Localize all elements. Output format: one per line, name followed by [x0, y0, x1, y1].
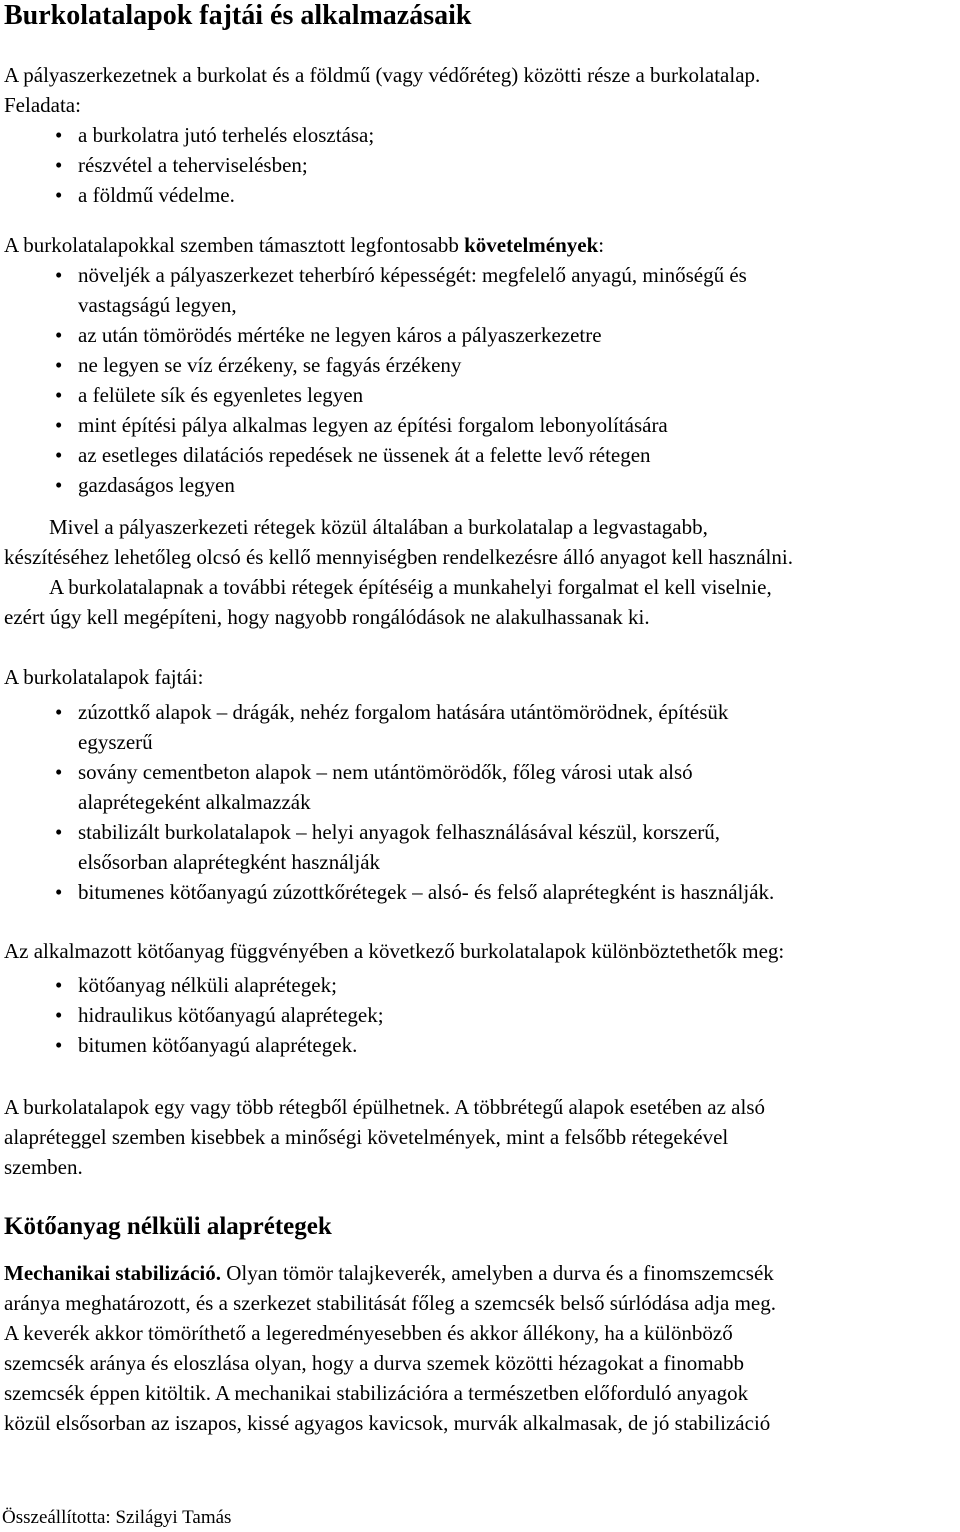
list-item: • a felülete sík és egyenletes legyen [4, 380, 747, 410]
types-block [4, 662, 774, 907]
layers-paragraph [4, 1092, 765, 1182]
list-item: • ne legyen se víz érzékeny, se fagyás érzékeny [4, 350, 747, 380]
paragraph-line: Mechanikai stabilizáció. Olyan tömör talajkeverék, amelyben a durva és a finomszemcsék [4, 1261, 774, 1285]
bullet-icon: • [55, 443, 63, 467]
bullet-icon: • [55, 1003, 63, 1027]
types-heading: A burkolatalapok fajtái: [4, 665, 204, 689]
binders-list [4, 970, 784, 1060]
requirements-block [4, 230, 747, 500]
intro-line-1: A pályaszerkezetnek a burkolat és a földmű (vagy védőréteg) közötti része a burkolatalap. [4, 63, 761, 87]
paragraph-line: A burkolatalapok egy vagy több rétegből épülhetnek. A többrétegű alapok esetében az alsó [4, 1095, 766, 1119]
footer-author: Összeállította: Szilágyi Tamás [2, 1507, 232, 1528]
list-item: • a földmű védelme. [4, 180, 760, 210]
requirements-lead: A burkolatalapokkal szemben támasztott legfontosabb követelmények: [4, 233, 605, 257]
paragraph-line: közül elsősorban az iszapos, kissé agyagos kavicsok, murvák alkalmasak, de jó stabilizáció [4, 1411, 771, 1435]
bullet-icon: • [55, 183, 63, 207]
bullet-icon: • [55, 263, 63, 287]
list-item: • bitumenes kötőanyagú zúzottkőrétegek – alsó- és felső alaprétegként is használják. [4, 877, 774, 907]
bullet-icon: • [55, 383, 63, 407]
list-item: • zúzottkő alapok – drágák, nehéz forgalom hatására utántömörödnek, építésük egyszerű [4, 697, 774, 757]
binders-block [4, 936, 784, 1060]
bullet-icon: • [55, 353, 63, 377]
list-item: • stabilizált burkolatalapok – helyi anyagok felhasználásával készül, korszerű, elsősorban alaprétegként használják [4, 817, 774, 877]
paragraph-line: A burkolatalapnak a további rétegek építéséig a munkahelyi forgalmat el kell viselnie, [49, 575, 772, 599]
bullet-icon: • [55, 473, 63, 497]
paragraph-line: szemcsék aránya és eloszlása olyan, hogy a durva szemek közötti hézagokat a finomabb [4, 1351, 744, 1375]
list-item: • részvétel a teherviselésben; [4, 150, 760, 180]
list-item: • növeljék a pályaszerkezet teherbíró képességét: megfelelő anyagú, minőségű és vastagságú legyen, [4, 260, 747, 320]
paragraph-line: ezért úgy kell megépíteni, hogy nagyobb rongálódások ne alakulhassanak ki. [4, 605, 650, 629]
bullet-icon: • [55, 413, 63, 437]
list-item: • bitumen kötőanyagú alaprétegek. [4, 1030, 784, 1060]
list-item: • az esetleges dilatációs repedések ne üssenek át a felette levő rétegen [4, 440, 747, 470]
paragraph-thickness [4, 512, 793, 632]
list-item: • mint építési pálya alkalmas legyen az építési forgalom lebonyolítására [4, 410, 747, 440]
list-item: • gazdaságos legyen [4, 470, 747, 500]
bullet-icon: • [55, 973, 63, 997]
requirements-list [4, 260, 747, 500]
list-item: • sovány cementbeton alapok – nem utántömörödők, főleg városi utak alsó alaprétegeként alkalmazzák [4, 757, 774, 817]
binders-heading: Az alkalmazott kötőanyag függvényében a következő burkolatalapok különböztethetők meg: [4, 939, 785, 963]
paragraph-line: szemben. [4, 1155, 83, 1179]
paragraph-line: készítéséhez lehetőleg olcsó és kellő mennyiségben rendelkezésre álló anyagot kell használni. [4, 545, 793, 569]
types-list [4, 697, 774, 907]
list-item: • a burkolatra jutó terhelés elosztása; [4, 120, 760, 150]
bullet-icon: • [55, 1033, 63, 1057]
bullet-icon: • [55, 700, 63, 724]
bullet-icon: • [55, 820, 63, 844]
paragraph-line: A keverék akkor tömöríthető a legeredményesebben és akkor állékony, ha a különböző [4, 1321, 733, 1345]
list-item: • kötőanyag nélküli alaprétegek; [4, 970, 784, 1000]
paragraph-line: szemcsék éppen kitöltik. A mechanikai stabilizációra a természetben előforduló anyagok [4, 1381, 749, 1405]
tasks-list [4, 120, 760, 210]
intro-block [4, 60, 760, 210]
paragraph-line: alapréteggel szemben kisebbek a minőségi követelmények, mint a felsőbb rétegekével [4, 1125, 729, 1149]
bullet-icon: • [55, 123, 63, 147]
list-item: • hidraulikus kötőanyagú alaprétegek; [4, 1000, 784, 1030]
section-heading: Kötőanyag nélküli alaprétegek [4, 1213, 332, 1240]
bullet-icon: • [55, 153, 63, 177]
paragraph-line: Mivel a pályaszerkezeti rétegek közül általában a burkolatalap a legvastagabb, [49, 515, 708, 539]
bullet-icon: • [55, 880, 63, 904]
bullet-icon: • [55, 323, 63, 347]
bullet-icon: • [55, 760, 63, 784]
intro-line-2: Feladata: [4, 93, 81, 117]
page-title: Burkolatalapok fajtái és alkalmazásaik [4, 0, 472, 31]
list-item: • az után tömörödés mértéke ne legyen káros a pályaszerkezetre [4, 320, 747, 350]
paragraph-line: aránya meghatározott, és a szerkezet stabilitását főleg a szemcsék belső súrlódása adja meg. [4, 1291, 777, 1315]
bold-lead: Mechanikai stabilizáció. [4, 1261, 221, 1285]
section-2 [4, 1212, 776, 1438]
